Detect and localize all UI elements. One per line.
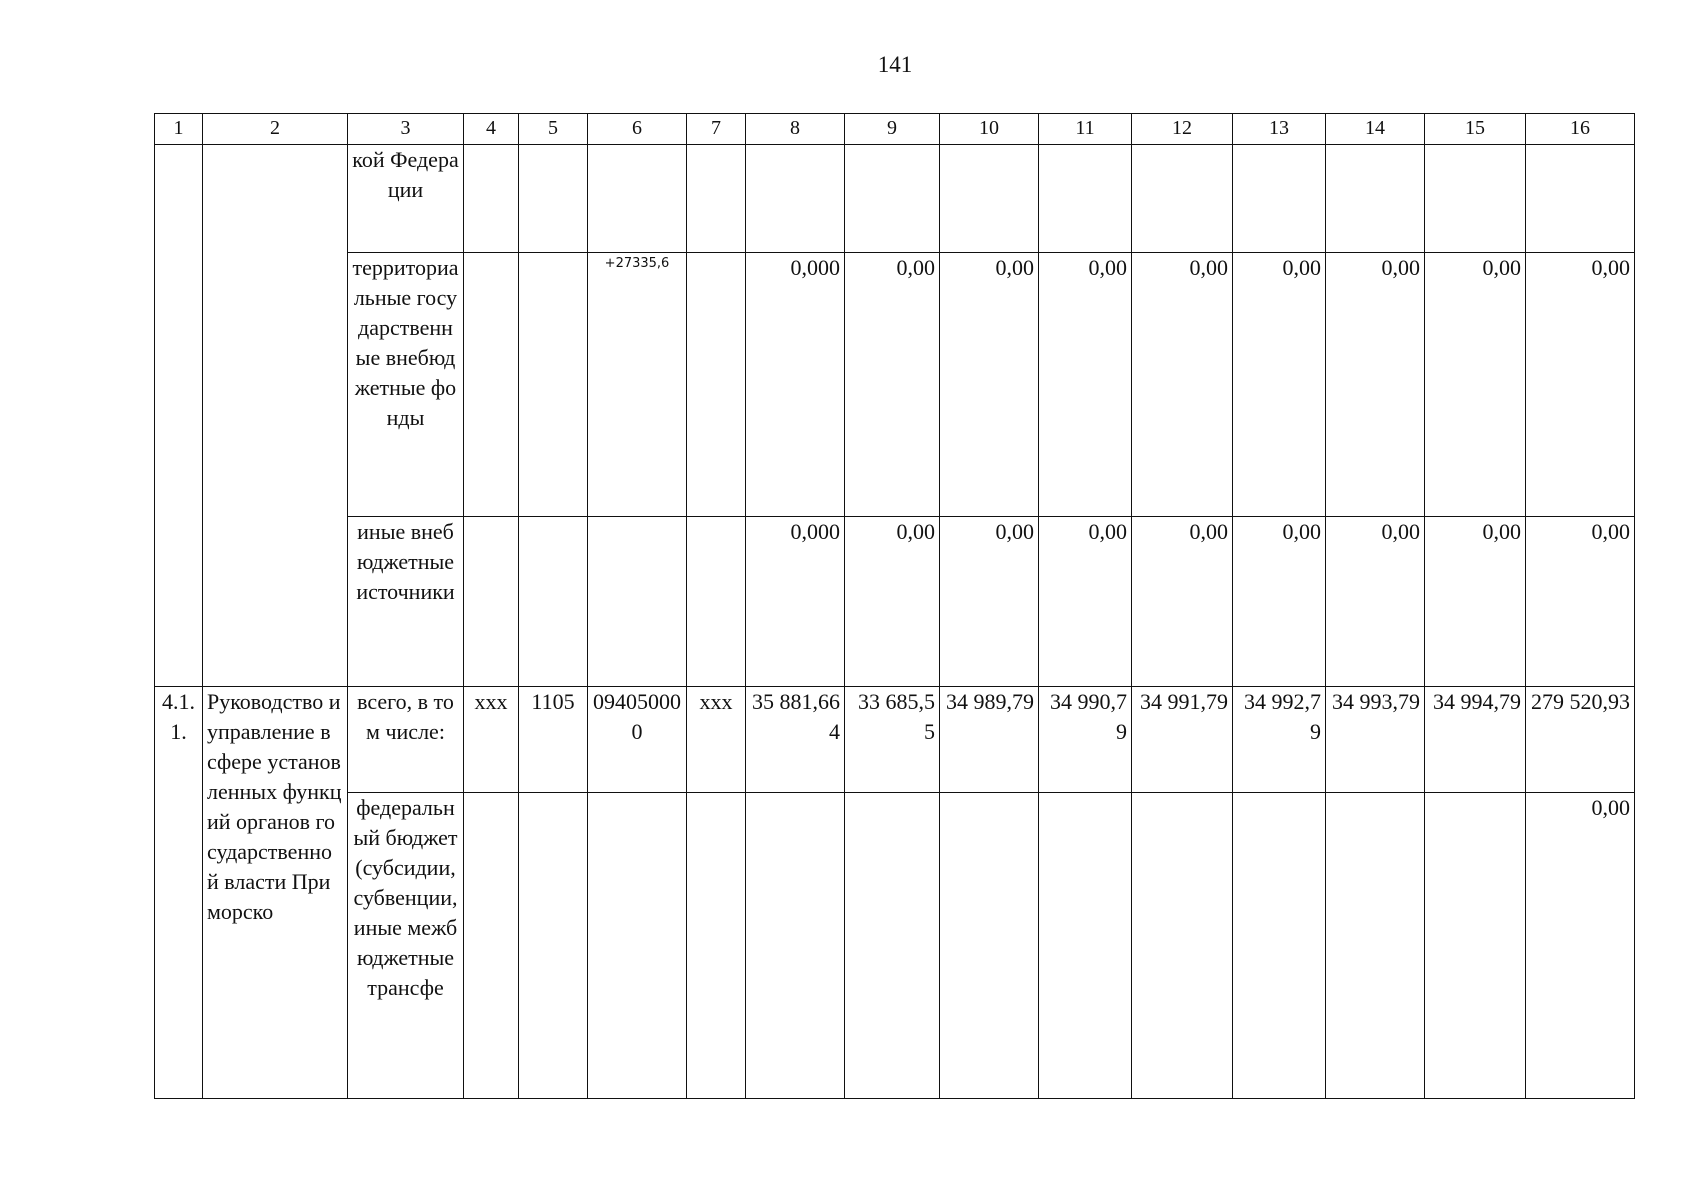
col-header: 6 xyxy=(588,114,687,145)
measure-name-cell xyxy=(203,145,348,687)
table-cell xyxy=(1326,145,1425,253)
table-cell xyxy=(746,793,845,1099)
col-header: 15 xyxy=(1425,114,1526,145)
table-cell xyxy=(1326,793,1425,1099)
table-cell: 0,00 xyxy=(1233,253,1326,517)
table-cell xyxy=(687,253,746,517)
table-cell: 34 989,79 xyxy=(940,687,1039,793)
handwritten-note: +27335,6 xyxy=(604,256,670,271)
table-cell: 0,00 xyxy=(1526,517,1635,687)
table-cell: 0,00 xyxy=(940,253,1039,517)
table-cell xyxy=(1039,145,1132,253)
table-row xyxy=(155,145,1635,253)
budget-table xyxy=(154,113,1635,1099)
measure-name-cell: Руководство и управление в сфере установленных функций органов государственной власти Приморско xyxy=(203,687,348,1099)
header-row xyxy=(155,114,1635,145)
table-cell xyxy=(1132,145,1233,253)
table-cell: 0,00 xyxy=(1526,793,1635,1099)
table-cell: 0,00 xyxy=(1526,253,1635,517)
table-row xyxy=(155,517,1635,687)
table-cell xyxy=(1425,145,1526,253)
table-cell: 0,000 xyxy=(746,253,845,517)
table-cell xyxy=(464,517,519,687)
funding-source: кой Федерации xyxy=(348,145,464,253)
table-cell: ххх xyxy=(464,687,519,793)
table-cell: 0,00 xyxy=(1132,517,1233,687)
table-cell xyxy=(588,793,687,1099)
col-header: 10 xyxy=(940,114,1039,145)
table-cell: 34 994,79 xyxy=(1425,687,1526,793)
table-cell xyxy=(588,145,687,253)
funding-source: территориальные государственные внебюджетные фонды xyxy=(348,253,464,517)
table-cell xyxy=(1233,145,1326,253)
page-number: 141 xyxy=(877,52,913,77)
table-cell: 0,00 xyxy=(1233,517,1326,687)
table-cell xyxy=(687,145,746,253)
col-header: 1 xyxy=(155,114,203,145)
table-cell: ххх xyxy=(687,687,746,793)
table-cell xyxy=(464,253,519,517)
table-cell xyxy=(845,145,940,253)
table-cell: 094050000 xyxy=(588,687,687,793)
table-cell: 0,00 xyxy=(1425,253,1526,517)
table-cell xyxy=(1526,145,1635,253)
table-cell xyxy=(519,517,588,687)
table-row xyxy=(155,687,1635,793)
table-cell: 33 685,55 xyxy=(845,687,940,793)
table-cell xyxy=(1132,793,1233,1099)
table-cell: 34 991,79 xyxy=(1132,687,1233,793)
table-cell xyxy=(588,253,687,517)
table-cell: 34 992,79 xyxy=(1233,687,1326,793)
table-cell xyxy=(940,145,1039,253)
table-cell: 34 993,79 xyxy=(1326,687,1425,793)
table-cell xyxy=(845,793,940,1099)
table-cell: 0,00 xyxy=(1326,253,1425,517)
table-cell: 0,000 xyxy=(746,517,845,687)
table-cell xyxy=(519,793,588,1099)
table-cell xyxy=(519,145,588,253)
col-header: 11 xyxy=(1039,114,1132,145)
col-header: 4 xyxy=(464,114,519,145)
table-cell xyxy=(464,145,519,253)
table-cell xyxy=(687,517,746,687)
table-cell: 0,00 xyxy=(1132,253,1233,517)
table-cell xyxy=(1233,793,1326,1099)
col-header: 5 xyxy=(519,114,588,145)
table-cell: 0,00 xyxy=(1326,517,1425,687)
col-header: 3 xyxy=(348,114,464,145)
table-cell xyxy=(1039,793,1132,1099)
table-cell: 35 881,664 xyxy=(746,687,845,793)
col-header: 12 xyxy=(1132,114,1233,145)
table-cell xyxy=(746,145,845,253)
col-header: 2 xyxy=(203,114,348,145)
table-cell: 0,00 xyxy=(1425,517,1526,687)
table-cell: 0,00 xyxy=(1039,517,1132,687)
table-cell xyxy=(940,793,1039,1099)
table-cell: 0,00 xyxy=(1039,253,1132,517)
col-header: 9 xyxy=(845,114,940,145)
col-header: 7 xyxy=(687,114,746,145)
table-cell: 34 990,79 xyxy=(1039,687,1132,793)
col-header: 8 xyxy=(746,114,845,145)
table-row xyxy=(155,253,1635,517)
funding-source: всего, в том числе: xyxy=(348,687,464,793)
table-cell xyxy=(687,793,746,1099)
table-cell xyxy=(519,253,588,517)
table-cell: 0,00 xyxy=(845,253,940,517)
table-cell: 0,00 xyxy=(940,517,1039,687)
table-cell: 279 520,93 xyxy=(1526,687,1635,793)
table-row xyxy=(155,793,1635,1099)
col-header: 13 xyxy=(1233,114,1326,145)
funding-source: федеральный бюджет (субсидии, субвенции, иные межбюджетные трансфе xyxy=(348,793,464,1099)
table-cell xyxy=(588,517,687,687)
table-cell: 1105 xyxy=(519,687,588,793)
col-header: 14 xyxy=(1326,114,1425,145)
col-header: 16 xyxy=(1526,114,1635,145)
row-number-cell xyxy=(155,145,203,687)
table-cell xyxy=(464,793,519,1099)
table-cell: 0,00 xyxy=(845,517,940,687)
table-cell xyxy=(1425,793,1526,1099)
row-number-cell: 4.1.1. xyxy=(155,687,203,1099)
funding-source: иные внебюджетные источники xyxy=(348,517,464,687)
